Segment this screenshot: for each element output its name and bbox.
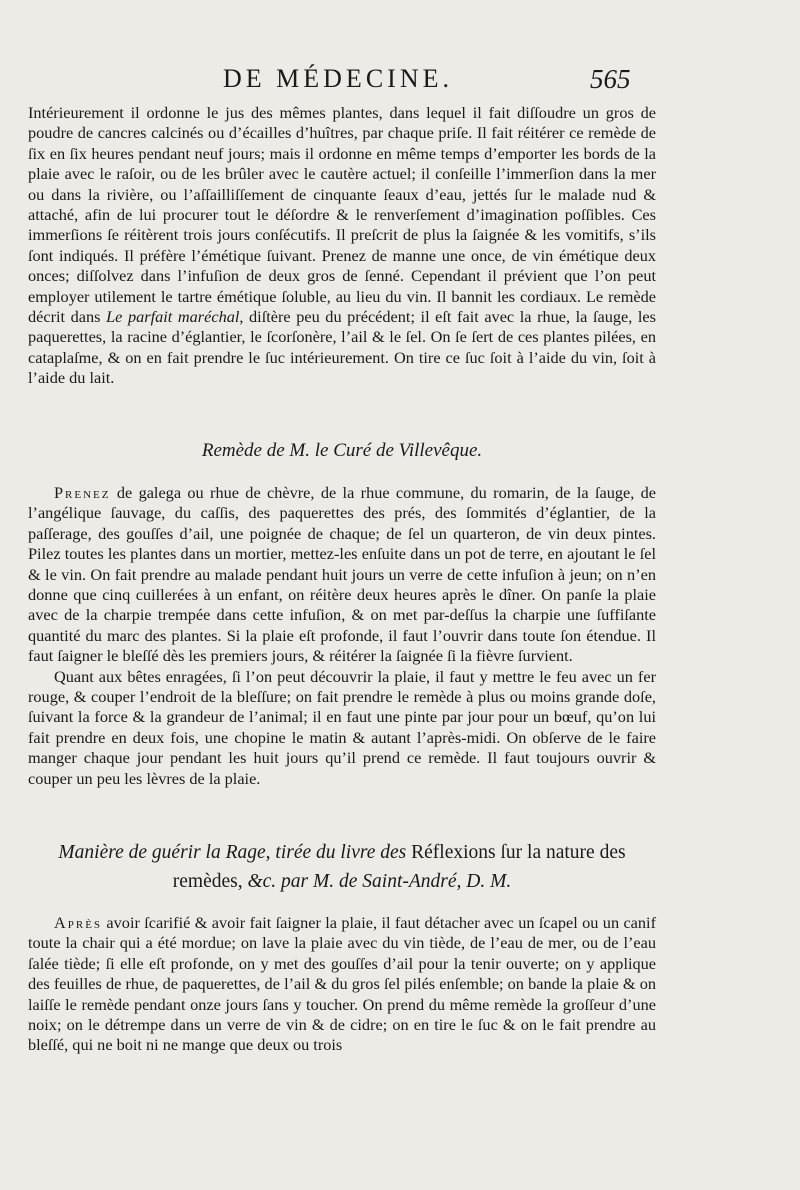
section-3-text [28, 913, 656, 1056]
paragraph-text: Intérieurement il ordonne le jus des mêmes plantes, dans lequel il fait diſſoudre un gros de poudre de cancres calcinés ou d’écailles d’huîtres, par chaque priſe. Il fait réitérer ce remède de ſix en ſix heures pendant neuf jours; mais il ordonne en même temps d’emporter les bords de la plaie avec le raſoir, ou de les brûler avec le cautère actuel; il conſeille l’immerſion dans la mer ou dans la rivière, ou l’aſſailliſſement de cinquante ſeaux d’eau, jettés ſur le malade nud & attaché, afin de lui procurer tout le déſordre & le renverſement d’imagination poſſibles. Ces immerſions ſe réitèrent trois jours conſécutifs. Il preſcrit de plus la ſaignée & les vomitifs, s’ils ſont indiqués. Il préfère l’émétique ſuivant. Prenez de manne une once, de vin émétique deux onces; diſſolvez dans l’infuſion de deux gros de ſenné. Cependant il prévient que l’on peut employer utilement le tartre émétique ſoluble, au lieu du vin. Il bannit les cordiaux. Le remède décrit dans [28, 103, 656, 327]
section-1-text [28, 103, 656, 389]
paragraph: Quant aux bêtes enragées, ſi l’on peut découvrir la plaie, il faut y mettre le feu avec un fer rouge, & couper l’endroit de la bleſſure; on fait prendre le remède à plus ou moins grande doſe, ſuivant la force & la grandeur de l’animal; il en faut une pinte par jour pour un bœuf, qu’on lui fait prendre en deux fois, une chopine le matin & autant l’après-midi. On obſerve de le faire manger chaque jour pendant les huit jours qu’il prend ce remède. Il faut toujours ouvrir & couper un peu les lèvres de la plaie. [28, 666, 656, 788]
paragraph [28, 483, 656, 667]
heading-part: Manière de guérir la Rage, tirée du livre des [58, 842, 407, 863]
section-heading-rage [28, 838, 656, 896]
paragraph-text: avoir ſcarifié & avoir fait ſaigner la plaie, il faut détacher avec un ſcapel ou un canif toute la chair qui a été mordue; on lave la plaie avec du vin tiède, de l’eau de mer, ou de l’eau ſalée tiède; ſi elle eſt profonde, on y met des gouſſes d’ail pour la tenir ouverte; on y applique des feuilles de rhue, de paquerettes, de l’ail & du gros ſel pilés enſemble; on bande la plaie & on laiſſe le remède pendant onze jours ſans y toucher. On prend du même remède la groſſeur d’une noix; on le détrempe dans un verre de vin & de cidre; on en tire le ſuc & on le fait prendre au bleſſé, qui ne boit ni ne mange que deux ou trois [28, 913, 656, 1055]
paragraph-text: de galega ou rhue de chèvre, de la rhue commune, du romarin, de la ſauge, de l’angélique ſauvage, du caſſis, des paquerettes des prés, des ſommités d’églantier, de la paſſerage, des gouſſes d’ail, une poignée de chaque; de ſel un quarteron, de vin deux pintes. Pilez toutes les plantes dans un mortier, mettez-les enſuite dans un pot de terre, en ajoutant le ſel & le vin. On fait prendre au malade pendant huit jours un verre de cette infuſion à jeun; on n’en donne que cinq cuillerées à un enfant, on réitère deux heures après le dîner. On panſe la plaie avec de la charpie trempée dans cette infuſion, & on met par-deſſus la charpie une ſuffiſante quantité du marc des plantes. Si la plaie eſt profonde, il faut l’ouvrir dans toute ſon étendue. Il faut ſaigner le bleſſé dès les premiers jours, & réitérer la ſaignée ſi la fièvre ſurvient. [28, 483, 656, 666]
lead-word: Après [54, 913, 103, 932]
running-head-title: DE MÉDECINE. [223, 64, 453, 93]
running-head [0, 64, 800, 104]
paragraph [28, 103, 656, 389]
heading-book-title: Réflexions ſur la nature des remèdes, [172, 842, 626, 892]
paragraph-text: , diſtère peu du précédent; il eſt fait avec la rhue, la ſauge, les paquerettes, la racine d’églantier, le ſcorſonère, l’ail & le ſel. On ſe ſert de ces plantes pilées, en cataplaſme, & on en fait prendre le ſuc intérieurement. On tire ce ſuc ſoit à l’aide du vin, ſoit à l’aide du lait. [28, 307, 656, 388]
page-number: 565 [590, 64, 631, 94]
section-heading-cure: Remède de M. le Curé de Villevêque. [201, 440, 483, 461]
paragraph [28, 913, 656, 1056]
heading-part: &c. par M. de Saint-André, D. M. [247, 871, 512, 892]
lead-word: Prenez [54, 483, 111, 502]
section-2-text [28, 483, 656, 789]
book-title: Le parfait maréchal [106, 307, 240, 327]
